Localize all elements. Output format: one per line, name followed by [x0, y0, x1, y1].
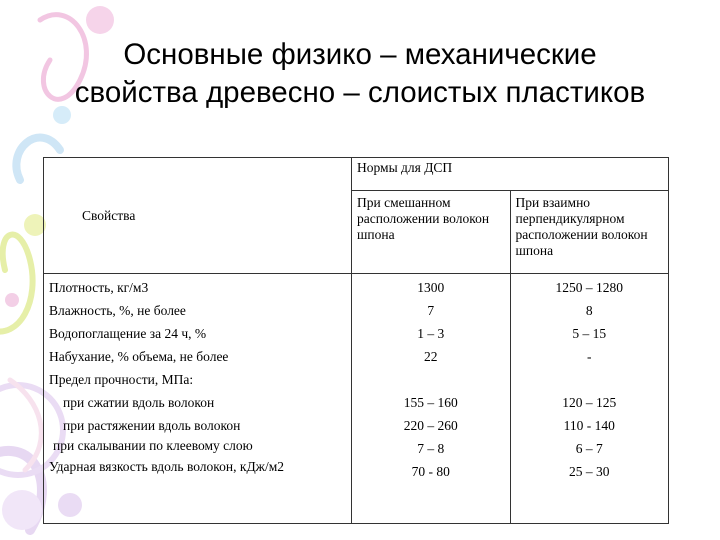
property-impact: Ударная вязкость вдоль волокон, кДж/м2	[49, 459, 285, 474]
properties-column	[44, 274, 352, 524]
perpendicular-values-column	[510, 274, 669, 524]
perpendicular-impact: 25 – 30	[569, 464, 610, 479]
header-mixed: При смешанном расположении волокон шпона	[357, 195, 490, 242]
mixed-impact: 70 - 80	[411, 464, 450, 479]
perpendicular-compression: 120 – 125	[562, 395, 617, 410]
property-humidity: Влажность, %, не более	[49, 303, 186, 318]
property-density: Плотность, кг/м3	[49, 280, 149, 295]
title-line-2: свойства древесно – слоистых пластиков	[74, 76, 646, 109]
mixed-shear: 7 – 8	[417, 441, 445, 456]
mixed-water-absorption: 1 – 3	[417, 326, 445, 341]
perpendicular-density: 1250 – 1280	[555, 280, 623, 295]
mixed-tension: 220 – 260	[403, 418, 458, 433]
mixed-compression: 155 – 160	[403, 395, 458, 410]
title-line-1: Основные физико – механические	[123, 38, 597, 71]
property-compression: при сжатии вдоль волокон	[63, 395, 215, 410]
mixed-humidity: 7	[427, 303, 435, 318]
mixed-spacer	[357, 368, 505, 391]
table-body-row	[44, 274, 669, 524]
table-header-row	[44, 158, 669, 191]
header-perpendicular-cell	[510, 191, 669, 274]
header-properties-cell	[44, 158, 352, 274]
header-mixed-cell	[352, 191, 511, 274]
property-tension: при растяжении вдоль волокон	[63, 418, 241, 433]
perpendicular-tension: 110 - 140	[563, 418, 615, 433]
perpendicular-humidity: 8	[585, 303, 593, 318]
perpendicular-water-absorption: 5 – 15	[572, 326, 607, 341]
perpendicular-spacer	[516, 368, 664, 391]
header-norms-cell	[352, 158, 669, 191]
mixed-values-column	[352, 274, 511, 524]
header-properties: Свойства	[82, 207, 136, 223]
property-water-absorption: Водопоглащение за 24 ч, %	[49, 326, 207, 341]
mixed-swelling: 22	[424, 349, 438, 364]
header-perpendicular: При взаимно перпендикулярном расположении волокон шпона	[515, 195, 648, 258]
property-swelling: Набухание, % объема, не более	[49, 349, 229, 364]
mixed-density: 1300	[417, 280, 445, 295]
perpendicular-shear: 6 – 7	[575, 441, 603, 456]
property-shear: при скалывании по клеевому слою	[53, 438, 253, 453]
header-norms: Нормы для ДСП	[357, 160, 453, 175]
perpendicular-swelling: -	[587, 349, 592, 364]
property-strength-limit: Предел прочности, МПа:	[49, 372, 194, 387]
page-title	[20, 36, 700, 112]
properties-table	[43, 157, 669, 524]
